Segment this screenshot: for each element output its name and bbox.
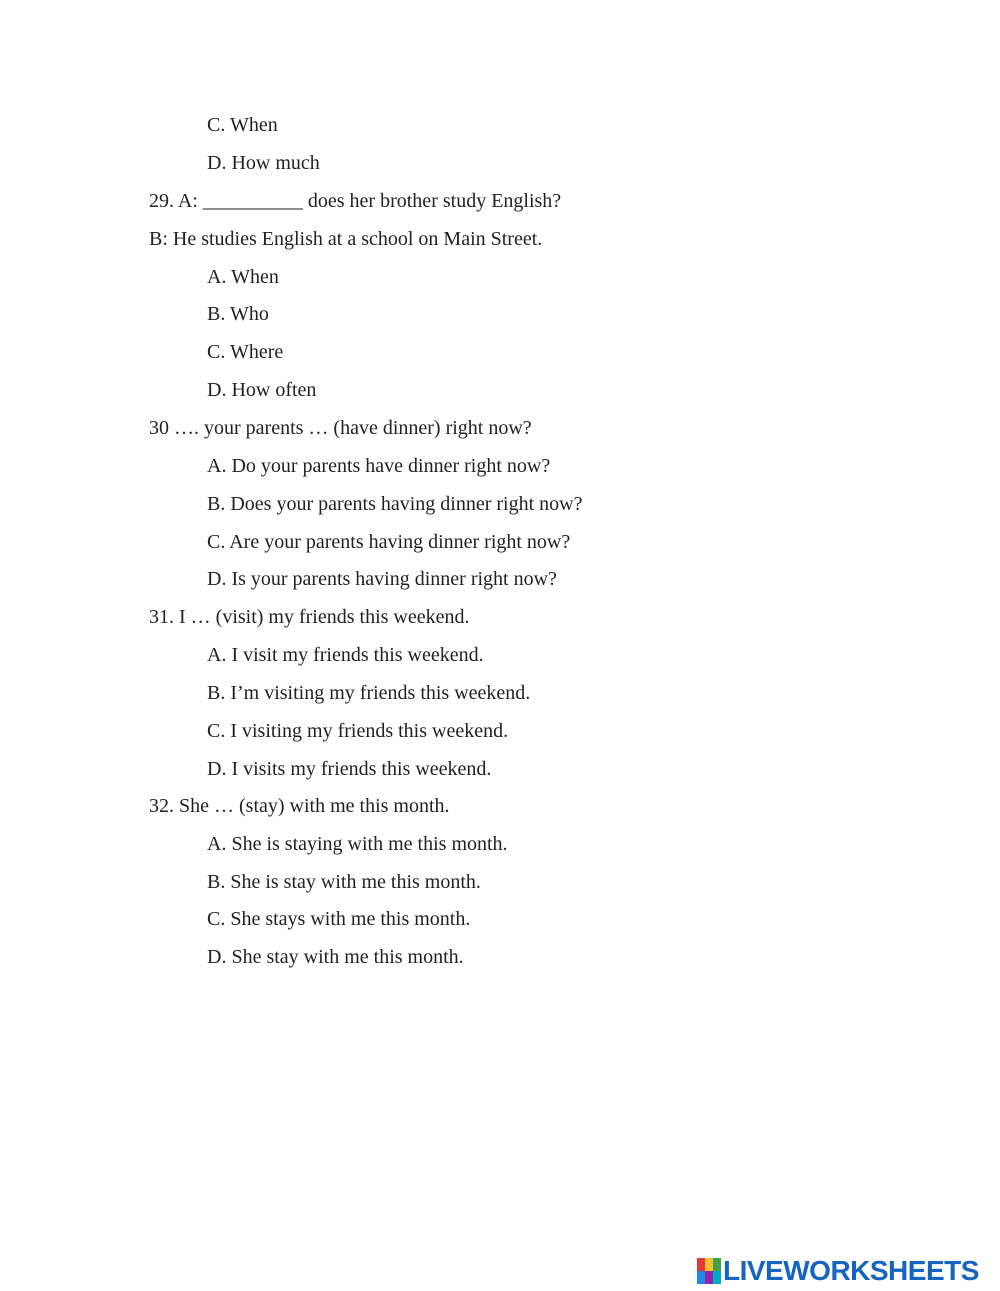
question-32-option-b: B. She is stay with me this month. bbox=[207, 871, 481, 893]
question-32-option-a: A. She is staying with me this month. bbox=[207, 833, 508, 855]
question-29-option-d: D. How often bbox=[207, 379, 317, 401]
question-29-option-a: A. When bbox=[207, 266, 279, 288]
question-29-prompt: 29. A: __________ does her brother study English? bbox=[149, 190, 562, 212]
question-31-option-a: A. I visit my friends this weekend. bbox=[207, 644, 484, 666]
question-28-option-d: D. How much bbox=[207, 152, 320, 174]
question-30-option-c: C. Are your parents having dinner right now? bbox=[207, 531, 571, 553]
question-32-option-d: D. She stay with me this month. bbox=[207, 946, 464, 968]
question-30-option-a: A. Do your parents have dinner right now? bbox=[207, 455, 551, 477]
question-31-option-b: B. I’m visiting my friends this weekend. bbox=[207, 682, 531, 704]
question-29-option-c: C. Where bbox=[207, 341, 284, 363]
question-29-response: B: He studies English at a school on Main Street. bbox=[149, 228, 543, 250]
question-32-option-c: C. She stays with me this month. bbox=[207, 908, 471, 930]
question-30-prompt: 30 …. your parents … (have dinner) right now? bbox=[149, 417, 532, 439]
liveworksheets-logo-icon bbox=[697, 1258, 721, 1284]
question-31-prompt: 31. I … (visit) my friends this weekend. bbox=[149, 606, 470, 628]
question-32-prompt: 32. She … (stay) with me this month. bbox=[149, 795, 450, 817]
question-30-option-b: B. Does your parents having dinner right now? bbox=[207, 493, 583, 515]
question-30-option-d: D. Is your parents having dinner right now? bbox=[207, 568, 557, 590]
question-31-option-d: D. I visits my friends this weekend. bbox=[207, 758, 492, 780]
logo-wordmark: LIVEWORKSHEETS bbox=[723, 1255, 979, 1286]
question-28-option-c: C. When bbox=[207, 114, 278, 136]
liveworksheets-logo[interactable] bbox=[697, 1256, 979, 1286]
question-29-option-b: B. Who bbox=[207, 303, 269, 325]
question-31-option-c: C. I visiting my friends this weekend. bbox=[207, 720, 509, 742]
